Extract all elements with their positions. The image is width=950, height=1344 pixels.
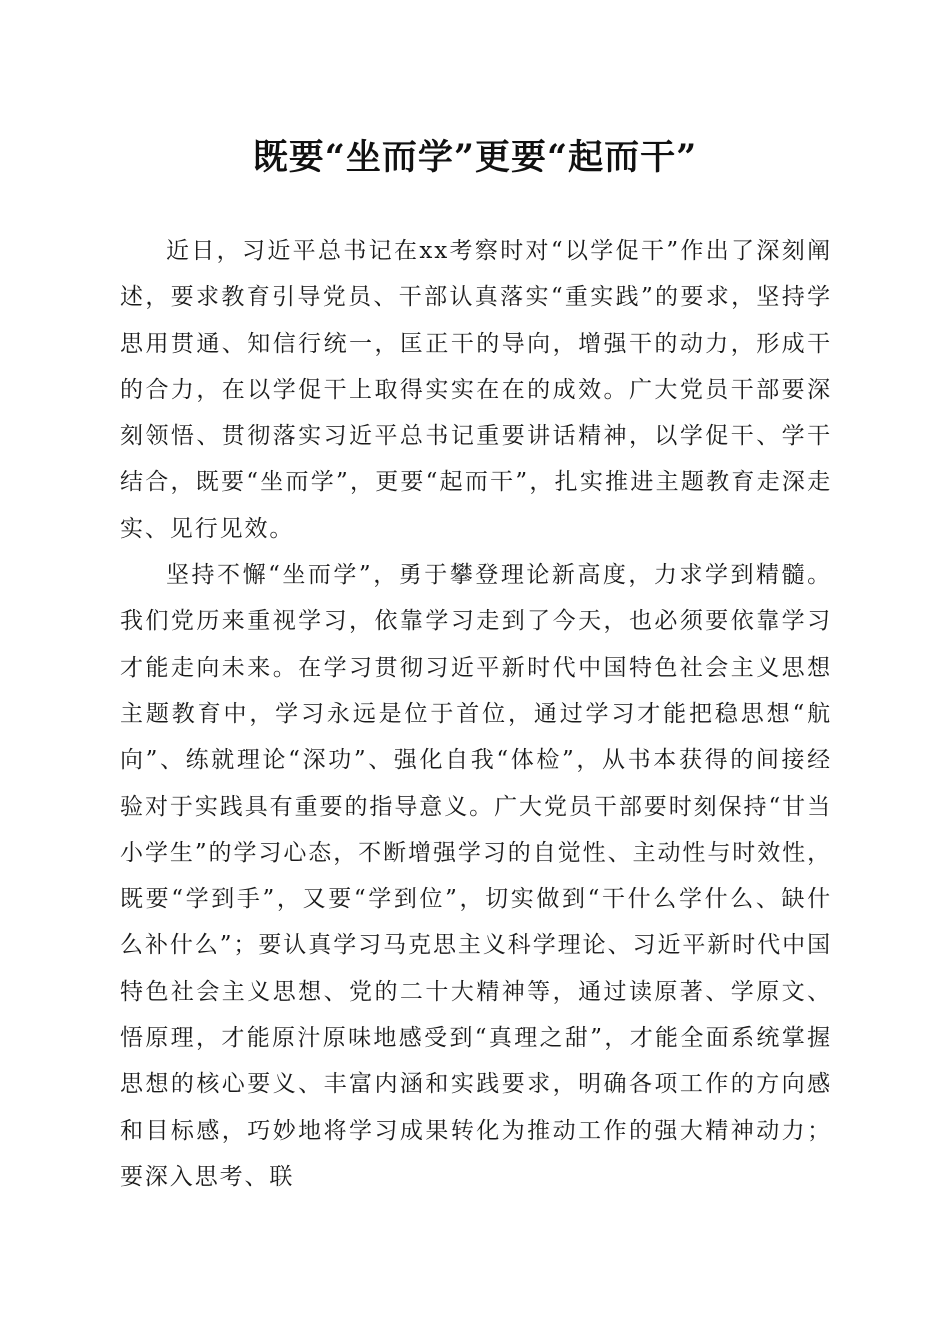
paragraph-2: 坚持不懈“坐而学”，勇于攀登理论新高度，力求学到精髓。我们党历来重视学习，依靠学习走到了今天，也必须要依靠学习才能走向未来。在学习贯彻习近平新时代中国特色社会主义思想主题教育中，学习永远是位于首位，通过学习才能把稳思想“航向”、练就理论“深功”、强化自我“体检”，从书本获得的间接经验对于实践具有重要的指导意义。广大党员干部要时刻保持“甘当小学生”的学习心态，不断增强学习的自觉性、主动性与时效性，既要“学到手”，又要“学到位”，切实做到“干什么学什么、缺什么补什么”；要认真学习马克思主义科学理论、习近平新时代中国特色社会主义思想、党的二十大精神等，通过读原著、学原文、悟原理，才能原汁原味地感受到“真理之甜”，才能全面系统掌握思想的核心要义、丰富内涵和实践要求，明确各项工作的方向感和目标感，巧妙地将学习成果转化为推动工作的强大精神动力；要深入思考、联 (120, 562, 832, 1190)
page-title: 既要“坐而学”更要“起而干” (252, 137, 698, 178)
document-body (120, 228, 832, 1200)
paragraph-1: 近日，习近平总书记在xx考察时对“以学促干”作出了深刻阐述，要求教育引导党员、干部认真落实“重实践”的要求，坚持学思用贯通、知信行统一，匡正干的导向，增强干的动力，形成干的合力，在以学促干上取得实实在在的成效。广大党员干部要深刻领悟、贯彻落实习近平总书记重要讲话精神，以学促干、学干结合，既要“坐而学”，更要“起而干”，扎实推进主题教育走深走实、见行见效。 (120, 238, 832, 542)
